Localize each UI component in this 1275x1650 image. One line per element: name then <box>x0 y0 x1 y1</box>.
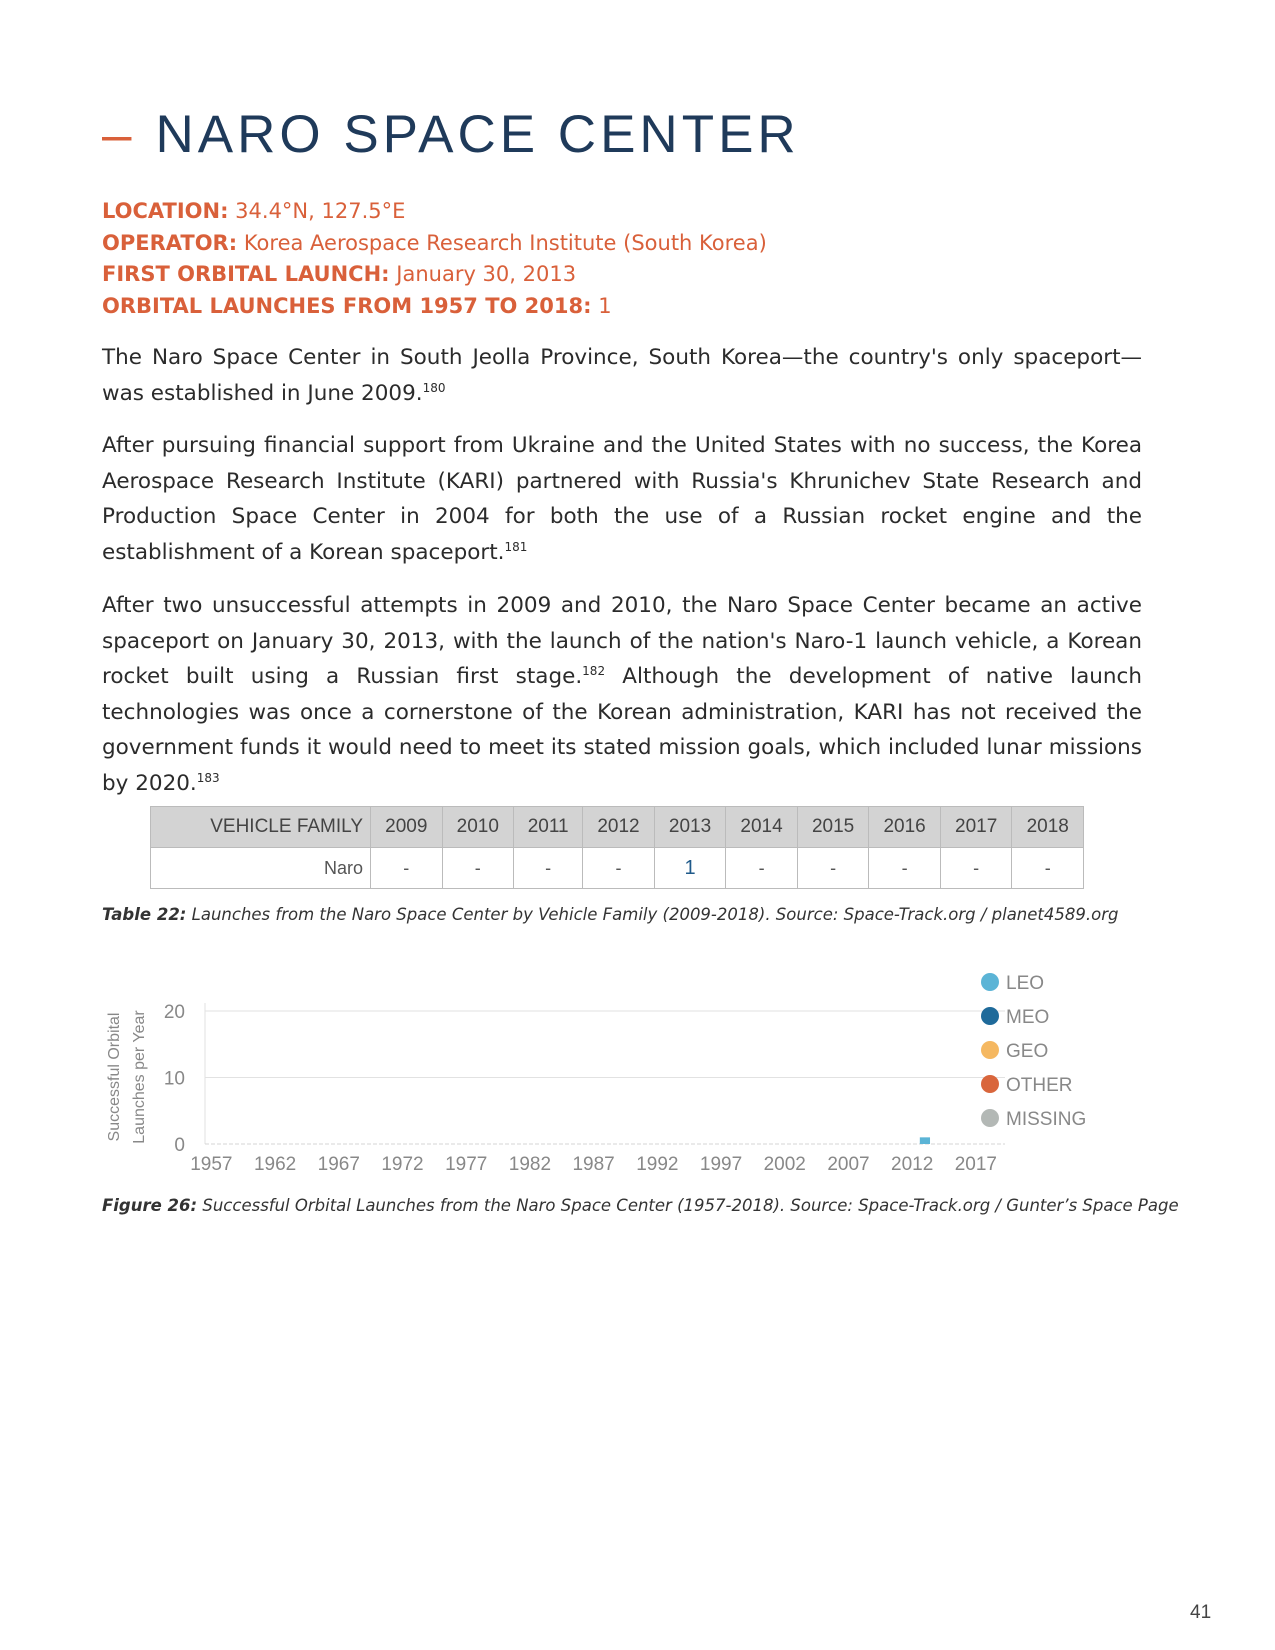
table-header: 2013 <box>654 807 726 848</box>
facts-block <box>102 196 767 322</box>
page-title <box>102 104 800 165</box>
y-tick-label: 0 <box>174 1135 185 1156</box>
table-cell: - <box>1012 848 1084 889</box>
table-cell: - <box>940 848 1012 889</box>
legend-marker-geo <box>981 1041 999 1059</box>
legend-label: MISSING <box>1006 1109 1087 1130</box>
table-header: 2016 <box>869 807 941 848</box>
x-tick-label: 1977 <box>445 1154 488 1170</box>
footnote-ref: 181 <box>504 539 528 554</box>
legend-marker-meo <box>981 1007 999 1025</box>
paragraph-text: After two unsuccessful attempts in 2009 and 2010, the Naro Space Center became an active spaceport on January 30, 2013, with the launch of the nation's Naro-1 launch vehicle, a Korean rocket built using a Russian first stage. <box>102 593 1142 689</box>
legend-label: OTHER <box>1006 1075 1073 1096</box>
y-axis-label: Launches per Year <box>131 1010 148 1144</box>
launch-table <box>150 806 1084 889</box>
paragraph-text: The Naro Space Center in South Jeolla Province, South Korea—the country's only spaceport—was established in June 2009. <box>102 345 1142 406</box>
legend-marker-missing <box>981 1109 999 1127</box>
x-tick-label: 1962 <box>253 1154 297 1170</box>
legend-marker-leo <box>981 973 999 991</box>
caption-text: Launches from the Naro Space Center by Vehicle Family (2009-2018). Source: Space-Track.org / planet4589.org <box>186 905 1119 924</box>
y-tick-label: 20 <box>163 1002 185 1023</box>
fact-value: January 30, 2013 <box>396 262 577 286</box>
x-tick-label: 2007 <box>827 1154 870 1170</box>
fact-label: FIRST ORBITAL LAUNCH: <box>102 262 390 286</box>
fact-operator <box>102 228 767 260</box>
legend-label: LEO <box>1006 973 1045 994</box>
table-cell: Naro <box>151 848 371 889</box>
paragraph-text: After pursuing financial support from Ukraine and the United States with no success, the Korea Aerospace Research Institute (KARI) partnered with Russia's Khrunichev State Research and Production Space Center in 2004 for both the use of a Russian rocket engine and the establishment of a Korean spaceport. <box>102 433 1142 565</box>
title-dash: – <box>102 105 136 164</box>
table-header: 2012 <box>583 807 655 848</box>
paragraph-3 <box>102 588 1142 801</box>
x-tick-label: 1987 <box>572 1154 615 1170</box>
legend-marker-other <box>981 1075 999 1093</box>
paragraph-text: Although the development of native launch technologies was once a cornerstone of the Korean administration, KARI has not received the government funds it would need to meet its stated mission goals, which included lunar missions by 2020. <box>102 664 1142 796</box>
x-tick-label: 2012 <box>891 1154 934 1170</box>
table-cell: - <box>869 848 941 889</box>
table-header: 2009 <box>371 807 443 848</box>
table-cell: - <box>514 848 583 889</box>
launch-chart <box>95 960 1155 1170</box>
fact-value: 1 <box>598 293 612 318</box>
caption-text: Successful Orbital Launches from the Naro Space Center (1957-2018). Source: Space-Track.org / Gunter’s Space Page <box>197 1196 1179 1215</box>
y-axis-label: Successful Orbital <box>106 1012 123 1142</box>
table-header: 2017 <box>940 807 1012 848</box>
table-cell: 1 <box>654 848 726 889</box>
table-header: 2010 <box>442 807 514 848</box>
legend-label: GEO <box>1006 1041 1049 1062</box>
fact-label: ORBITAL LAUNCHES FROM 1957 TO 2018: <box>102 293 592 318</box>
footnote-ref: 180 <box>422 380 446 395</box>
table-caption <box>102 905 1118 924</box>
table-header-row <box>151 807 1084 848</box>
x-tick-label: 2002 <box>763 1154 806 1170</box>
paragraph-2 <box>102 428 1142 570</box>
x-tick-label: 1992 <box>636 1154 679 1170</box>
figure-caption <box>102 1196 1179 1215</box>
table-header: 2015 <box>797 807 869 848</box>
x-tick-label: 1997 <box>699 1154 743 1170</box>
footnote-ref: 183 <box>196 770 220 785</box>
fact-label: OPERATOR: <box>102 230 238 255</box>
x-tick-label: 2017 <box>954 1154 998 1170</box>
fact-location <box>102 196 767 228</box>
title-text: NARO SPACE CENTER <box>155 105 800 164</box>
fact-value: Korea Aerospace Research Institute (South Korea) <box>243 230 767 255</box>
fact-first-launch <box>102 259 767 291</box>
x-tick-label: 1972 <box>381 1154 424 1170</box>
fact-label: LOCATION: <box>102 199 229 223</box>
table-cell: - <box>583 848 655 889</box>
paragraph-1 <box>102 340 1142 411</box>
table-cell: - <box>726 848 798 889</box>
footnote-ref: 182 <box>582 663 606 678</box>
table-cell: - <box>371 848 443 889</box>
bar-leo-2013 <box>920 1137 930 1144</box>
table-cell: - <box>442 848 514 889</box>
x-tick-label: 1957 <box>190 1154 233 1170</box>
table-header: VEHICLE FAMILY <box>151 807 371 848</box>
fact-value: 34.4°N, 127.5°E <box>235 199 406 223</box>
table-header: 2011 <box>514 807 583 848</box>
y-tick-label: 10 <box>163 1068 185 1090</box>
table-cell: - <box>797 848 869 889</box>
x-tick-label: 1982 <box>508 1154 552 1170</box>
table-header: 2014 <box>726 807 798 848</box>
page-number: 41 <box>1190 1602 1212 1623</box>
table-row <box>151 848 1084 889</box>
legend-label: MEO <box>1006 1007 1050 1028</box>
table-header: 2018 <box>1012 807 1084 848</box>
x-tick-label: 1967 <box>317 1154 360 1170</box>
caption-label: Figure 26: <box>102 1196 198 1215</box>
fact-launch-count <box>102 291 767 323</box>
caption-label: Table 22: <box>102 905 187 924</box>
